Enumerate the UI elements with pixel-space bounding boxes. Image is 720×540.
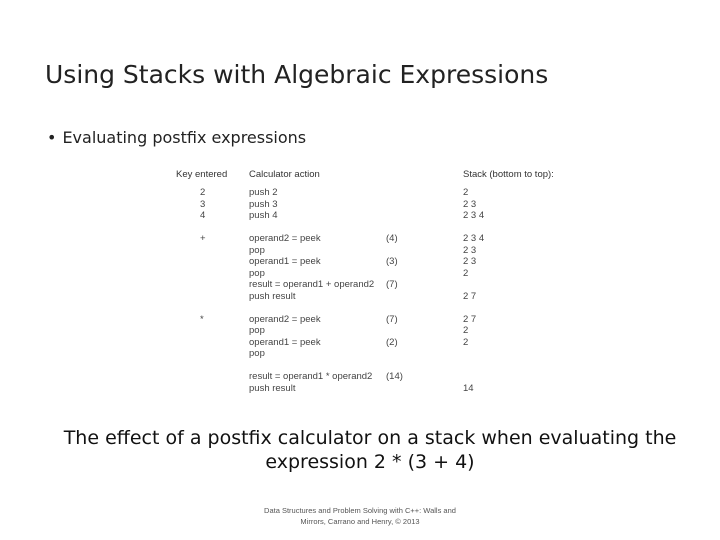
cell-value: (2) bbox=[386, 336, 398, 348]
cell-stack: 2 3 4 bbox=[463, 210, 485, 221]
header-stack: Stack (bottom to top): bbox=[463, 169, 554, 180]
cell-action: operand1 = peek bbox=[249, 256, 321, 267]
cell-action: result = operand1 * operand2 bbox=[249, 371, 373, 382]
footer-line: Data Structures and Problem Solving with C++: Walls and bbox=[264, 506, 456, 515]
postfix-evaluation-table bbox=[170, 160, 570, 418]
cell-key: 4 bbox=[200, 210, 206, 221]
cell-key: * bbox=[200, 313, 204, 325]
cell-action: push result bbox=[249, 382, 296, 394]
cell-key: 2 bbox=[200, 187, 206, 198]
cell-stack: 2 3 bbox=[463, 244, 477, 256]
cell-stack: 2 7 bbox=[463, 313, 477, 325]
cell-key: 3 bbox=[200, 198, 206, 210]
bullet-item bbox=[47, 128, 306, 147]
cell-action: result = operand1 + operand2 bbox=[249, 279, 375, 290]
cell-value: (3) bbox=[386, 256, 398, 267]
figure-caption: The effect of a postfix calculator on a stack when evaluating the expression 2 * (3 + 4) bbox=[63, 427, 677, 473]
cell-stack: 2 3 4 bbox=[463, 233, 485, 244]
bullet-text: Evaluating postfix expressions bbox=[62, 128, 307, 147]
cell-stack: 2 3 bbox=[463, 198, 477, 210]
bullet-dot-icon: • bbox=[47, 128, 57, 147]
cell-value: (7) bbox=[386, 313, 398, 325]
header-key-entered: Key entered bbox=[176, 169, 228, 180]
footer-line: Mirrors, Carrano and Henry, © 2013 bbox=[300, 517, 420, 526]
cell-action: push 4 bbox=[249, 210, 278, 221]
cell-stack: 2 bbox=[463, 187, 469, 198]
cell-stack: 2 bbox=[463, 336, 469, 348]
cell-action: push 2 bbox=[249, 187, 278, 198]
cell-stack: 14 bbox=[463, 382, 474, 394]
cell-action: operand2 = peek bbox=[249, 313, 321, 325]
cell-stack: 2 3 bbox=[463, 256, 477, 267]
cell-action: pop bbox=[249, 244, 265, 256]
cell-value: (7) bbox=[386, 279, 398, 290]
cell-action: pop bbox=[249, 267, 265, 279]
cell-stack: 2 bbox=[463, 325, 469, 336]
slide-footer bbox=[240, 505, 480, 527]
cell-action: pop bbox=[249, 348, 265, 359]
cell-action: operand2 = peek bbox=[249, 233, 321, 244]
cell-stack: 2 bbox=[463, 267, 469, 279]
cell-stack: 2 7 bbox=[463, 290, 477, 302]
cell-action: pop bbox=[249, 325, 265, 336]
cell-action: push result bbox=[249, 290, 296, 302]
header-calculator-action: Calculator action bbox=[249, 169, 320, 180]
cell-action: operand1 = peek bbox=[249, 336, 321, 348]
cell-action: push 3 bbox=[249, 198, 278, 210]
cell-value: (14) bbox=[386, 371, 403, 382]
cell-key: + bbox=[200, 233, 206, 244]
slide-title: Using Stacks with Algebraic Expressions bbox=[45, 60, 549, 89]
cell-value: (4) bbox=[386, 233, 398, 244]
